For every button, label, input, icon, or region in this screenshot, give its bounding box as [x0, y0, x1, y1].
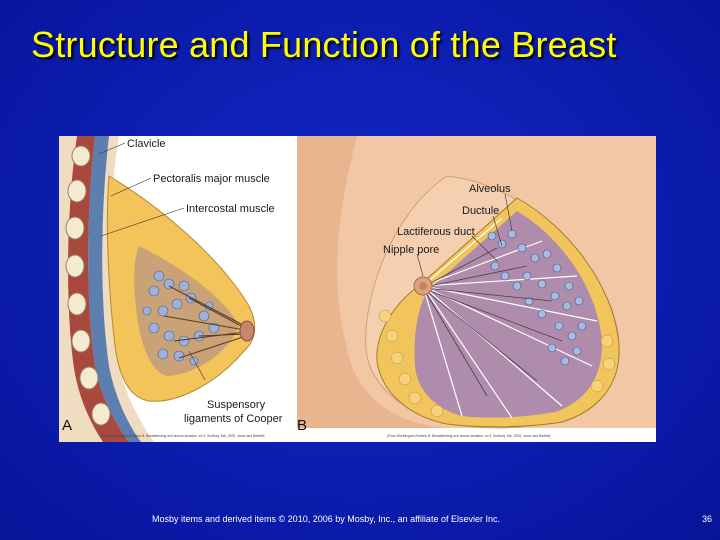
label-ductule: Ductule [462, 205, 500, 217]
breast-anatomy-figure [59, 136, 656, 442]
panel-a-sagittal-section [59, 136, 295, 442]
label-suspensory-1: Suspensory [207, 399, 266, 411]
label-intercostal: Intercostal muscle [186, 203, 275, 215]
nipple-pore-dot [419, 282, 427, 290]
panel-b-frontal-cutaway [297, 136, 656, 442]
panel-b-credit: (From Worthington-Roberts B, Breastfeeding and human lactation, ed 3, Sudbury, MA, 2005, Jones and Bartlett) [387, 434, 551, 438]
panel-a-credit: (From Worthington-Roberts B, Breastfeeding and human lactation, ed 3, Sudbury, MA, 2005, Jones and Bartlett) [101, 434, 265, 438]
label-clavicle: Clavicle [127, 138, 166, 150]
panel-b-letter: B [297, 417, 308, 434]
label-nipple-pore: Nipple pore [383, 244, 440, 256]
page-number: 36 [702, 514, 713, 524]
copyright-footer: Mosby items and derived items © 2010, 2006 by Mosby, Inc., an affiliate of Elsevier Inc. [152, 514, 500, 524]
label-suspensory-2: ligaments of Cooper [184, 413, 283, 425]
label-alveolus: Alveolus [469, 183, 511, 195]
label-lactiferous-duct: Lactiferous duct [397, 226, 475, 238]
nipple [240, 321, 254, 341]
panel-a-letter: A [62, 417, 73, 434]
slide-title: Structure and Function of the Breast [31, 24, 617, 65]
label-pectoralis: Pectoralis major muscle [153, 173, 270, 185]
